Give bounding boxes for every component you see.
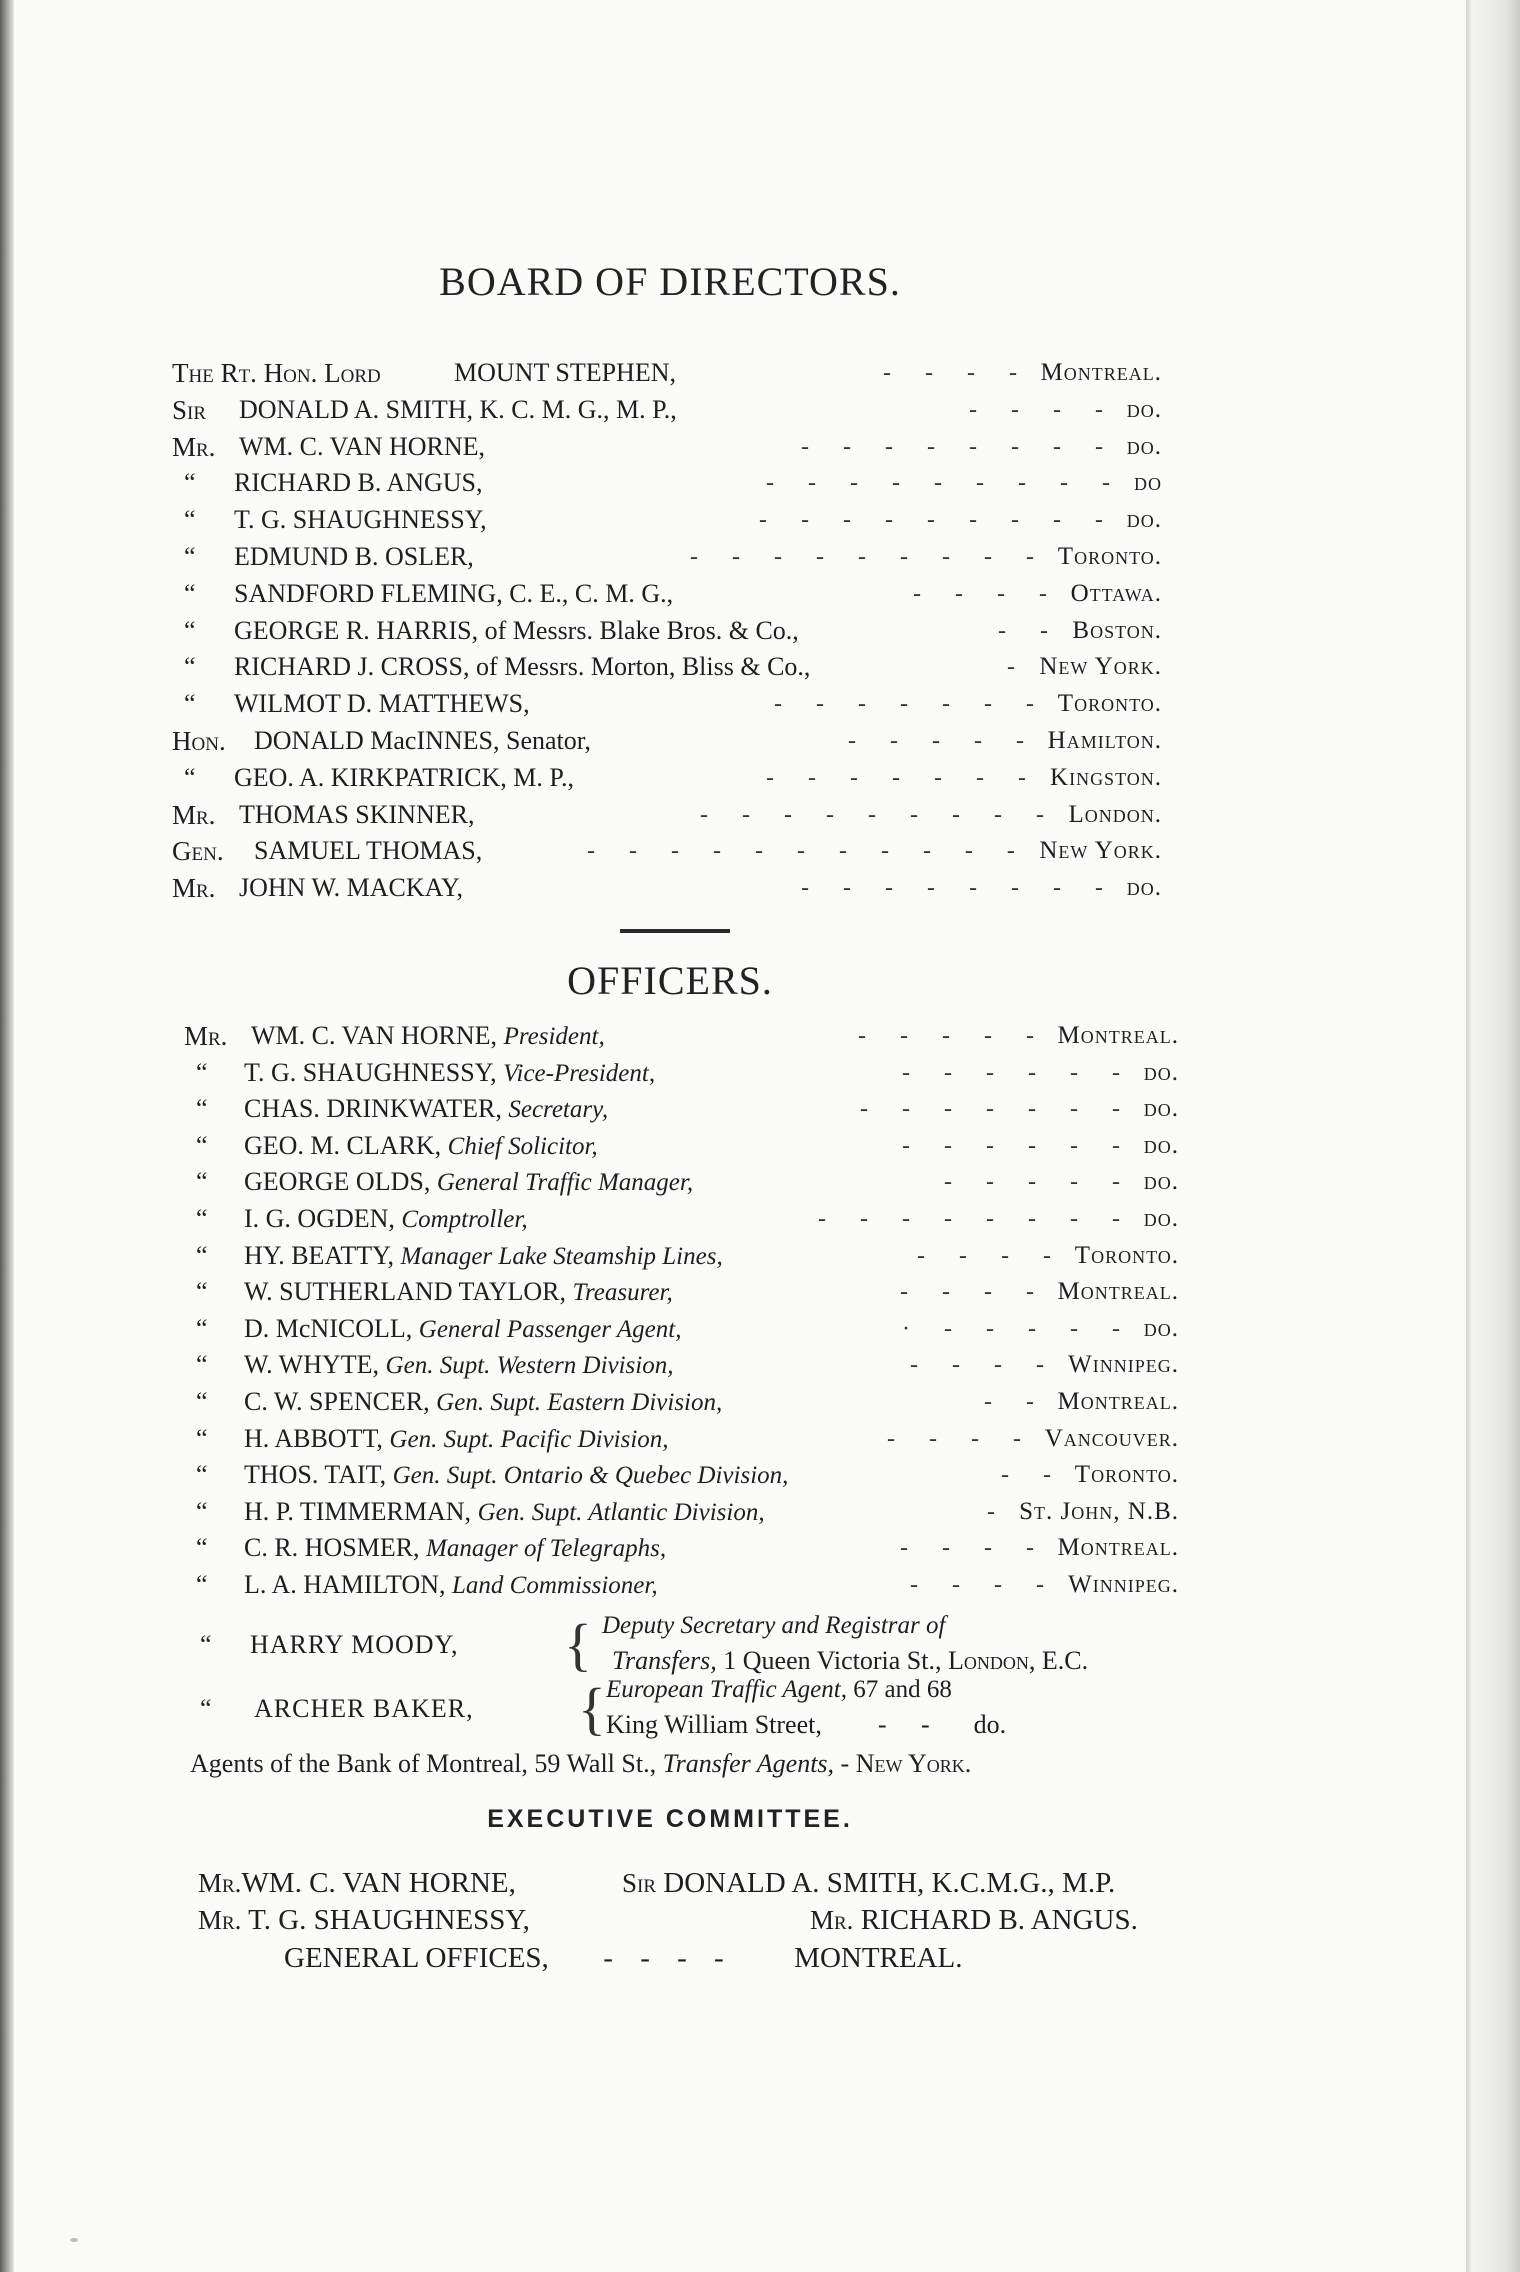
officer-row [184, 1421, 1179, 1457]
officer-row [184, 1457, 1179, 1493]
director-row [172, 429, 1162, 465]
ditto-mark: “ [196, 1313, 208, 1343]
member-name-text: W. WHYTE, [244, 1350, 380, 1380]
officer-role: European Traffic Agent, [606, 1676, 847, 1703]
title-prefix: Mr. [172, 873, 216, 904]
ditto-mark: “ [196, 1057, 208, 1087]
officer-row [184, 1091, 1179, 1127]
member-name-text: DONALD MacINNES, Senator, [254, 726, 591, 755]
leader-dots: - - - - [910, 1352, 1058, 1379]
officer-name [244, 1384, 722, 1421]
leader-dots: · - - - - - [902, 1315, 1134, 1342]
member-name-text: EDMUND B. OSLER, [234, 542, 474, 571]
general-offices-line [284, 1938, 963, 1978]
member-name-text: JOHN W. MACKAY, [239, 873, 463, 903]
ditto-mark: “ [200, 1694, 212, 1723]
director-row [172, 576, 1162, 612]
director-row [172, 502, 1162, 538]
location: Ottawa. [1070, 579, 1162, 607]
officer-role: Vice-President, [503, 1059, 656, 1087]
officer-name [244, 1164, 693, 1201]
location: do [1134, 469, 1162, 497]
officer-row [184, 1567, 1179, 1603]
title-prefix: Gen. [172, 836, 224, 867]
title-prefix: Sir [172, 394, 207, 425]
officer-row [184, 1164, 1179, 1200]
location: Montreal. [1040, 359, 1162, 386]
executive-member [198, 1900, 530, 1940]
location: do. [1143, 1168, 1179, 1196]
ditto-mark: “ [184, 652, 196, 682]
officer-row [184, 1530, 1179, 1566]
leader-dots: - - - - - - - - - - - [587, 838, 1029, 865]
leader-dots: - - [984, 1389, 1048, 1415]
member-name-text: GEO. M. CLARK, [244, 1130, 442, 1160]
location: do. [1126, 432, 1162, 460]
officer-role: Gen. Supt. Pacific Division, [389, 1425, 669, 1453]
leader-dots: - - - - - [848, 728, 1038, 754]
title-prefix: The Rt. Hon. Lord [172, 358, 381, 388]
director-name [234, 760, 574, 796]
officer-name [244, 1055, 655, 1092]
officer-role: Gen. Supt. Atlantic Division, [477, 1498, 765, 1526]
leader-dots: - [1007, 654, 1029, 681]
member-name: WM. C. VAN HORNE, [241, 1867, 516, 1899]
ditto-mark: “ [184, 762, 196, 792]
director-row [172, 723, 1162, 759]
officer-role-line1 [606, 1676, 952, 1704]
officer-row [184, 1494, 1179, 1530]
leader-dots: - [987, 1498, 1009, 1525]
leader-dots: - - - - [900, 1279, 1048, 1306]
officer-name [244, 1128, 598, 1165]
officer-name [244, 1530, 666, 1567]
officer-name [244, 1457, 788, 1494]
ditto-mark: “ [184, 689, 196, 719]
member-name: DONALD A. SMITH, K.C.M.G., M.P. [663, 1867, 1116, 1899]
officer-name: HARRY MOODY, [250, 1630, 459, 1659]
officer-name [251, 1018, 605, 1055]
officer-row [184, 1055, 1179, 1091]
offices-place: MONTREAL. [794, 1942, 963, 1974]
leader-dots: - - - - [887, 1425, 1035, 1452]
officer-row-moody [170, 1612, 1190, 1684]
title-prefix: Mr. [810, 1905, 854, 1935]
director-row [172, 613, 1162, 649]
ditto-mark: “ [184, 505, 196, 535]
location: do. [1143, 1131, 1179, 1159]
officer-role: Gen. Supt. Eastern Division, [436, 1389, 723, 1416]
member-name-text: D. McNICOLL, [244, 1313, 413, 1343]
officer-address: 1 Queen Victoria St., [723, 1646, 942, 1675]
officer-row [184, 1128, 1179, 1164]
ditto-mark: “ [196, 1167, 208, 1197]
location: do. [1143, 1205, 1179, 1232]
ditto-mark: “ [184, 468, 196, 498]
officer-name [244, 1201, 528, 1238]
member-name-text: RICHARD J. CROSS, of Messrs. Morton, Bliss & Co., [234, 652, 811, 682]
ditto-mark: “ [196, 1277, 208, 1307]
officer-role-line2 [612, 1646, 1088, 1676]
ditto-mark: “ [196, 1460, 208, 1490]
leader-dots: - - - - [917, 1242, 1065, 1269]
officer-role: Manager of Telegraphs, [426, 1535, 667, 1563]
location: Toronto. [1074, 1241, 1179, 1269]
officer-name [244, 1567, 658, 1604]
ditto-mark: “ [184, 578, 196, 608]
location: do. [1126, 395, 1162, 423]
leader-dots: - - [877, 1710, 944, 1739]
director-row [172, 870, 1162, 906]
director-name [234, 576, 673, 612]
officer-role: Treasurer, [572, 1279, 673, 1307]
director-name [254, 833, 482, 869]
director-name [239, 392, 677, 428]
director-row [172, 760, 1162, 796]
member-name: T. G. SHAUGHNESSY, [248, 1904, 530, 1936]
title-prefix: Sir [622, 1868, 657, 1898]
officer-address: 67 and 68 [853, 1676, 952, 1703]
director-row [172, 392, 1162, 428]
leader-dots: - - - - - [944, 1169, 1134, 1196]
officer-role: President, [503, 1023, 605, 1050]
officer-role-line2 [606, 1710, 1006, 1740]
director-name [234, 539, 474, 575]
leader-dots: - - - - - - - - - [690, 544, 1048, 570]
member-name-text: H. P. TIMMERMAN, [244, 1496, 472, 1526]
location: do. [1126, 506, 1162, 534]
leader-dots: - - - - - - - [860, 1096, 1134, 1123]
officer-name [244, 1311, 681, 1348]
officer-place: do. [973, 1710, 1007, 1739]
location: Montreal. [1057, 1278, 1179, 1306]
leader-dots: - - - - - - - [774, 691, 1048, 718]
director-row [172, 797, 1162, 833]
officer-role: General Traffic Manager, [436, 1169, 694, 1197]
officer-role: Manager Lake Steamship Lines, [400, 1242, 723, 1270]
ditto-mark: “ [184, 542, 196, 571]
leader-dots: - - - - [913, 580, 1061, 607]
location: do. [1143, 1058, 1179, 1086]
ditto-mark: “ [196, 1350, 208, 1380]
leader-dots: - - - - - - - - [818, 1206, 1134, 1232]
officer-role: Transfers, [612, 1646, 717, 1675]
leader-dots: - - - - [883, 360, 1031, 386]
officer-row [184, 1018, 1179, 1054]
officer-row [184, 1274, 1179, 1310]
leader-dots: - - - - - - [902, 1059, 1134, 1086]
member-name-text: WM. C. VAN HORNE, [239, 431, 486, 461]
member-name-text: T. G. SHAUGHNESSY, [234, 505, 487, 535]
ditto-mark: “ [196, 1387, 208, 1416]
officer-row [184, 1238, 1179, 1274]
officer-name [244, 1347, 674, 1384]
leader-dots: - - - - [603, 1942, 734, 1974]
officers-heading: OFFICERS. [567, 958, 773, 1003]
member-name-text: THOS. TAIT, [244, 1460, 387, 1490]
director-name [239, 870, 463, 906]
director-name [239, 797, 474, 833]
officer-role: Chief Solicitor, [447, 1132, 598, 1160]
location: Boston. [1072, 616, 1162, 644]
member-name: RICHARD B. ANGUS. [860, 1904, 1138, 1936]
member-name-text: L. A. HAMILTON, [244, 1570, 446, 1599]
member-name-text: C. W. SPENCER, [244, 1387, 430, 1416]
executive-member [810, 1900, 1138, 1940]
director-row [172, 833, 1162, 869]
officer-name [244, 1091, 608, 1128]
member-name-text: I. G. OGDEN, [244, 1204, 395, 1233]
location: Vancouver. [1044, 1424, 1179, 1452]
officer-role: General Passenger Agent, [418, 1315, 682, 1343]
agents-place: New York. [855, 1749, 972, 1778]
ditto-mark: “ [196, 1094, 208, 1124]
ditto-mark: “ [196, 1496, 208, 1526]
transfer-agents-line [190, 1746, 1190, 1782]
leader-dots: - - [998, 617, 1062, 644]
leader-dots: - - - - - - - - - [700, 801, 1058, 828]
officer-row [184, 1311, 1179, 1347]
leader-dots: - - - - [910, 1572, 1058, 1598]
officer-role-line1: Deputy Secretary and Registrar of [602, 1612, 946, 1639]
officer-name [244, 1238, 723, 1275]
title-prefix: Hon. [172, 726, 226, 756]
officer-role: Gen. Supt. Ontario & Quebec Division, [392, 1462, 789, 1490]
director-row [172, 649, 1162, 685]
leader-dots: - - - - - - - [766, 764, 1040, 791]
member-name-text: THOMAS SKINNER, [239, 799, 475, 829]
member-name-text: GEORGE OLDS, [244, 1167, 431, 1197]
ditto-mark: “ [196, 1533, 208, 1563]
officer-name [244, 1274, 673, 1311]
leader-dots: - - - - - - - - - [766, 470, 1124, 497]
officer-name [244, 1494, 765, 1531]
leader-dots: - - - - [969, 396, 1117, 423]
ditto-mark: “ [196, 1570, 208, 1599]
section-divider [620, 929, 730, 933]
officer-role: Land Commissioner, [452, 1572, 658, 1599]
location: do. [1126, 874, 1162, 902]
title-prefix: Mr. [172, 431, 216, 462]
leader-dots: - - - - - [858, 1023, 1048, 1049]
member-name-text: GEO. A. KIRKPATRICK, M. P., [234, 762, 574, 792]
director-name [454, 355, 676, 391]
officer-role: Comptroller, [401, 1206, 528, 1233]
title-prefix: Mr. [184, 1021, 228, 1051]
location: Toronto. [1057, 690, 1162, 718]
member-name-text: H. ABBOTT, [244, 1423, 383, 1453]
left-brace: { [564, 1612, 592, 1677]
officer-role: Secretary, [508, 1096, 609, 1124]
location: do. [1143, 1095, 1179, 1123]
offices-label: GENERAL OFFICES, [284, 1942, 549, 1974]
location: Kingston. [1050, 763, 1162, 791]
director-row [172, 539, 1162, 575]
ditto-mark: “ [196, 1130, 208, 1160]
title-prefix: Mr. [172, 799, 216, 830]
location: Winnipeg. [1068, 1571, 1179, 1598]
paper-speck [70, 2238, 78, 2242]
member-name-text: MOUNT STEPHEN, [454, 358, 676, 387]
director-name [234, 649, 810, 685]
agents-role: Transfer Agents, [662, 1749, 835, 1778]
officer-row-baker [170, 1676, 1190, 1748]
member-name-text: WILMOT D. MATTHEWS, [234, 689, 530, 719]
location: Montreal. [1057, 1388, 1179, 1415]
location: do. [1143, 1314, 1179, 1342]
ditto-mark: “ [184, 615, 196, 645]
left-brace: { [578, 1676, 606, 1741]
location: Montreal. [1057, 1534, 1179, 1562]
ditto-mark: “ [196, 1204, 208, 1233]
member-name-text: RICHARD B. ANGUS, [234, 468, 483, 498]
director-row [172, 355, 1162, 391]
board-heading: BOARD OF DIRECTORS. [439, 259, 901, 304]
director-name [239, 429, 485, 465]
ditto-mark: “ [196, 1240, 208, 1270]
officer-name [244, 1421, 669, 1458]
member-name-text: GEORGE R. HARRIS, of Messrs. Blake Bros. & Co., [234, 615, 799, 645]
officer-row [184, 1384, 1179, 1420]
member-name-text: CHAS. DRINKWATER, [244, 1094, 502, 1124]
location: St. John, N.B. [1019, 1497, 1179, 1525]
location: Toronto. [1057, 543, 1162, 570]
director-name [254, 723, 591, 759]
location: Toronto. [1074, 1461, 1179, 1489]
director-row [172, 686, 1162, 722]
leader-dots: - - - - - - - - - [759, 507, 1117, 534]
agents-text: Agents of the Bank of Montreal, 59 Wall St., [190, 1749, 657, 1778]
location: Hamilton. [1047, 727, 1162, 754]
director-name [234, 502, 487, 538]
director-row [172, 465, 1162, 501]
leader-dots: - - [1001, 1462, 1065, 1489]
officer-name: ARCHER BAKER, [254, 1694, 474, 1723]
title-prefix: Mr. [198, 1868, 242, 1898]
ditto-mark: “ [196, 1423, 208, 1453]
ditto-mark: “ [200, 1630, 212, 1659]
member-name-text: C. R. HOSMER, [244, 1533, 420, 1563]
member-name-text: HY. BEATTY, [244, 1240, 395, 1270]
officer-role: Gen. Supt. Western Division, [385, 1352, 674, 1380]
leader-dots: - - - - - - [902, 1132, 1134, 1159]
executive-member [622, 1863, 1115, 1903]
officer-row [184, 1201, 1179, 1237]
leader-dots: - - - - - - - - [801, 433, 1117, 460]
officer-place: London, E.C. [947, 1646, 1089, 1675]
member-name-text: SANDFORD FLEMING, C. E., C. M. G., [234, 578, 674, 608]
director-name [234, 613, 799, 649]
member-name-text: WM. C. VAN HORNE, [251, 1021, 498, 1050]
leader-dots: - - - - - - - - [801, 875, 1117, 902]
location: London. [1068, 800, 1162, 828]
location: Montreal. [1057, 1022, 1179, 1049]
executive-member [198, 1863, 516, 1903]
member-name-text: T. G. SHAUGHNESSY, [244, 1057, 497, 1087]
director-name [234, 686, 530, 722]
officer-address-2: King William Street, [606, 1710, 822, 1739]
member-name-text: DONALD A. SMITH, K. C. M. G., M. P., [239, 394, 677, 424]
officer-row [184, 1347, 1179, 1383]
title-prefix: Mr. [198, 1905, 242, 1935]
director-name [234, 465, 483, 501]
location: New York. [1039, 837, 1162, 865]
location: New York. [1039, 653, 1162, 681]
member-name-text: W. SUTHERLAND TAYLOR, [244, 1277, 566, 1307]
location: Winnipeg. [1068, 1351, 1179, 1379]
leader-dots: - [840, 1749, 850, 1778]
leader-dots: - - - - [900, 1535, 1048, 1562]
executive-heading: EXECUTIVE COMMITTEE. [487, 1805, 853, 1833]
member-name-text: SAMUEL THOMAS, [254, 836, 483, 866]
